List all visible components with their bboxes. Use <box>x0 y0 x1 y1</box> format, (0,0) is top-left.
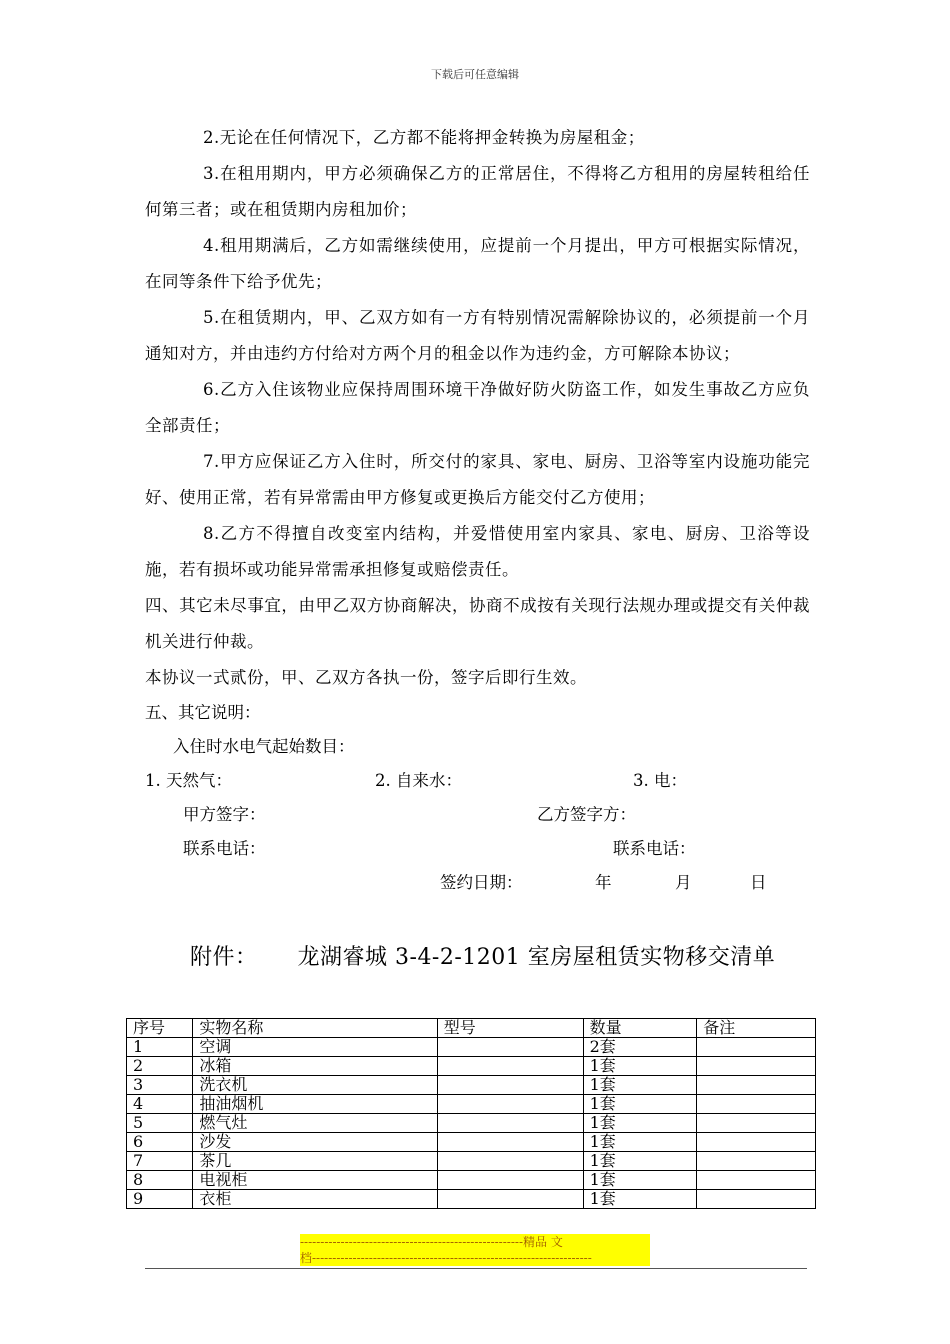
phone-row <box>145 832 810 866</box>
cell-model <box>437 1171 583 1190</box>
attachment-title <box>190 940 775 971</box>
party-b-signature-label: 乙方签字方： <box>537 805 636 824</box>
cell-index: 6 <box>127 1133 193 1152</box>
signature-row <box>145 798 810 832</box>
cell-quantity: 1套 <box>583 1057 697 1076</box>
cell-item-name: 电视柜 <box>193 1171 437 1190</box>
cell-remarks <box>697 1057 816 1076</box>
cell-index: 1 <box>127 1038 193 1057</box>
meters-intro: 入住时水电气起始数目： <box>173 737 355 756</box>
col-header-item-name: 实物名称 <box>193 1019 437 1038</box>
footer-highlight-line2: 档--------------------------------------------------------------------- <box>300 1250 650 1266</box>
cell-model <box>437 1133 583 1152</box>
clause-paragraph: 3.在租用期内，甲方必须确保乙方的正常居住，不得将乙方租用的房屋转租给任何第三者；或在租赁期内房租加价； <box>145 164 810 219</box>
cell-remarks <box>697 1171 816 1190</box>
cell-item-name: 茶几 <box>193 1152 437 1171</box>
cell-item-name: 衣柜 <box>193 1190 437 1209</box>
cell-index: 2 <box>127 1057 193 1076</box>
cell-index: 4 <box>127 1095 193 1114</box>
cell-index: 5 <box>127 1114 193 1133</box>
footer-divider <box>145 1268 807 1269</box>
cell-item-name: 沙发 <box>193 1133 437 1152</box>
clauses <box>145 120 810 696</box>
gas-reading-label: 1. 天然气： <box>145 771 232 790</box>
party-b-phone-label: 联系电话： <box>613 839 696 858</box>
clause-paragraph: 本协议一式贰份，甲、乙双方各执一份，签字后即行生效。 <box>145 668 587 687</box>
clause-paragraph: 2.无论在任何情况下，乙方都不能将押金转换为房屋租金； <box>203 128 645 147</box>
cell-quantity: 1套 <box>583 1152 697 1171</box>
clause-paragraph: 4.租用期满后，乙方如需继续使用，应提前一个月提出，甲方可根据实际情况，在同等条件下给予优先； <box>145 236 810 291</box>
cell-model <box>437 1190 583 1209</box>
day-label: 日 <box>750 873 767 892</box>
table-row <box>127 1076 816 1095</box>
cell-quantity: 1套 <box>583 1133 697 1152</box>
cell-index: 8 <box>127 1171 193 1190</box>
attachment-prefix: 附件： <box>190 945 258 970</box>
cell-quantity: 1套 <box>583 1076 697 1095</box>
table-body <box>127 1038 816 1209</box>
handover-items-table <box>126 1018 816 1209</box>
section5-title: 五、其它说明： <box>145 703 261 722</box>
footer-highlight-line1: -------------------------------------------------------精品 文 <box>300 1234 650 1250</box>
table-row <box>127 1095 816 1114</box>
month-label: 月 <box>675 873 692 892</box>
cell-quantity: 1套 <box>583 1171 697 1190</box>
table-row <box>127 1038 816 1057</box>
cell-remarks <box>697 1114 816 1133</box>
cell-model <box>437 1038 583 1057</box>
clause-paragraph: 6.乙方入住该物业应保持周围环境干净做好防火防盗工作，如发生事故乙方应负全部责任； <box>145 380 810 435</box>
cell-quantity: 1套 <box>583 1190 697 1209</box>
col-header-index: 序号 <box>127 1019 193 1038</box>
col-header-quantity: 数量 <box>583 1019 697 1038</box>
date-row <box>145 866 810 900</box>
cell-remarks <box>697 1152 816 1171</box>
cell-item-name: 燃气灶 <box>193 1114 437 1133</box>
cell-remarks <box>697 1038 816 1057</box>
party-a-phone-label: 联系电话： <box>183 839 266 858</box>
table-header-row <box>127 1019 816 1038</box>
col-header-model: 型号 <box>437 1019 583 1038</box>
cell-item-name: 洗衣机 <box>193 1076 437 1095</box>
clause-paragraph: 7.甲方应保证乙方入住时，所交付的家具、家电、厨房、卫浴等室内设施功能完好、使用正常，若有异常需由甲方修复或更换后方能交付乙方使用； <box>145 452 810 507</box>
cell-index: 9 <box>127 1190 193 1209</box>
cell-index: 3 <box>127 1076 193 1095</box>
document-body <box>145 120 810 900</box>
cell-remarks <box>697 1133 816 1152</box>
cell-model <box>437 1095 583 1114</box>
table-row <box>127 1133 816 1152</box>
table-row <box>127 1190 816 1209</box>
cell-quantity: 1套 <box>583 1114 697 1133</box>
cell-remarks <box>697 1190 816 1209</box>
party-a-signature-label: 甲方签字： <box>183 805 266 824</box>
table-row <box>127 1152 816 1171</box>
cell-quantity: 2套 <box>583 1038 697 1057</box>
year-label: 年 <box>595 873 612 892</box>
table-row <box>127 1171 816 1190</box>
sign-date-label: 签约日期： <box>440 873 523 892</box>
cell-model <box>437 1114 583 1133</box>
clause-paragraph: 8.乙方不得擅自改变室内结构，并爱惜使用室内家具、家电、厨房、卫浴等设施，若有损坏或功能异常需承担修复或赔偿责任。 <box>145 524 810 579</box>
table-row <box>127 1114 816 1133</box>
electric-reading-label: 3. 电： <box>633 771 687 790</box>
cell-item-name: 空调 <box>193 1038 437 1057</box>
cell-index: 7 <box>127 1152 193 1171</box>
header-note: 下载后可任意编辑 <box>431 68 519 81</box>
cell-model <box>437 1152 583 1171</box>
cell-remarks <box>697 1076 816 1095</box>
water-reading-label: 2. 自来水： <box>375 771 462 790</box>
clause-paragraph: 5.在租赁期内，甲、乙双方如有一方有特别情况需解除协议的，必须提前一个月通知对方，并由违约方付给对方两个月的租金以作为违约金，方可解除本协议； <box>145 308 810 363</box>
col-header-remarks: 备注 <box>697 1019 816 1038</box>
meter-readings-row <box>145 764 810 798</box>
cell-remarks <box>697 1095 816 1114</box>
cell-item-name: 冰箱 <box>193 1057 437 1076</box>
cell-model <box>437 1076 583 1095</box>
clause-paragraph: 四、其它未尽事宜，由甲乙双方协商解决，协商不成按有关现行法规办理或提交有关仲裁机关进行仲裁。 <box>145 596 810 651</box>
cell-item-name: 抽油烟机 <box>193 1095 437 1114</box>
table-row <box>127 1057 816 1076</box>
cell-model <box>437 1057 583 1076</box>
attachment-name: 龙湖睿城 3-4-2-1201 室房屋租赁实物移交清单 <box>297 945 776 970</box>
cell-quantity: 1套 <box>583 1095 697 1114</box>
